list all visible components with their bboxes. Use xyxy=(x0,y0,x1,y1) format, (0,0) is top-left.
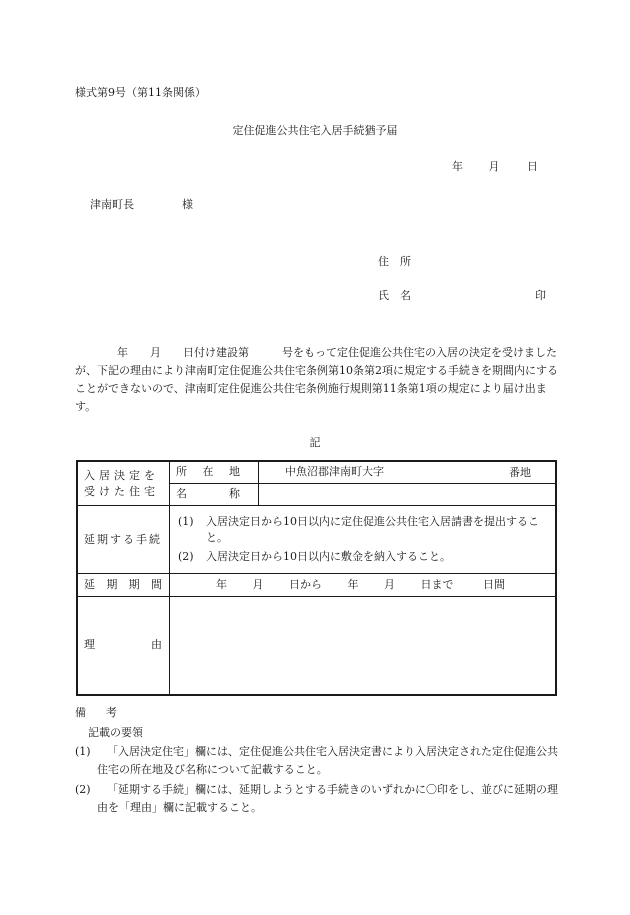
reason-field[interactable] xyxy=(170,596,557,695)
housing-label xyxy=(77,461,170,506)
applicant-name-label: 氏 名 xyxy=(378,289,411,302)
recipient xyxy=(90,198,193,212)
seal-mark: 印 xyxy=(535,289,546,302)
period-label: 延 期 期 間 xyxy=(77,574,170,596)
form-number: 様式第9号（第11条関係） xyxy=(75,86,206,99)
ki-heading: 記 xyxy=(309,436,321,449)
date-day: 日 xyxy=(527,160,538,173)
name-label: 名 称 xyxy=(170,483,259,505)
procedure-options[interactable] xyxy=(170,506,557,574)
notes-title: 備 考 xyxy=(75,706,117,719)
name-field[interactable] xyxy=(259,483,557,505)
applicant-address-label: 住 所 xyxy=(378,255,411,268)
location-label: 所 在 地 xyxy=(170,461,259,483)
note-item-2: (2) 「延期する手続」欄には、延期しようとする手続きのいずれかに〇印をし、並びに延期の理由を「理由」欄に記載すること。 xyxy=(75,783,558,814)
date-month: 月 xyxy=(488,160,500,173)
housing-label-line1: 入居決定を xyxy=(84,468,159,482)
location-value: 中魚沼郡津南町大字 xyxy=(285,465,384,479)
housing-label-line2: 受けた住宅 xyxy=(84,484,159,498)
recipient-honorific: 様 xyxy=(182,198,193,211)
note-item-1: (1) 「入居決定住宅」欄には、定住促進公共住宅入居決定書により入居決定された定住促進公共住宅の所在地及び名称について記載すること。 xyxy=(75,745,558,776)
date-year: 年 xyxy=(452,160,463,173)
location-field[interactable] xyxy=(259,461,557,483)
banchi-label: 番地 xyxy=(509,466,531,479)
form-table xyxy=(76,460,557,696)
period-field[interactable]: 年 月 日から 年 月 日まで 日間 xyxy=(170,574,557,596)
reason-label: 理 由 xyxy=(77,596,170,695)
applicant-name-line xyxy=(378,289,546,303)
notes-subtitle: 記載の要領 xyxy=(88,726,143,739)
procedure-item-2[interactable]: (2) 入居決定日から10日以内に敷金を納入すること。 xyxy=(178,550,451,564)
body-text: 年 月 日付け建設第 号をもって定住促進公共住宅の入居の決定を受けましたが、下記の理由により津南町定住促進公共住宅条例第10条第2項に規定する手続きを期間内にすることができないので、津南町定住促進公共住宅条例施行規則第11条第1項の規定により届け出ます。 xyxy=(75,346,558,413)
recipient-name: 津南町長 xyxy=(90,198,134,211)
procedure-item-1[interactable]: (1) 入居決定日から10日以内に定住促進公共住宅入居請書を提出すること。 xyxy=(178,515,539,545)
procedure-label: 延期する手続 xyxy=(77,506,170,574)
document-title: 定住促進公共住宅入居手続猶予届 xyxy=(232,124,398,137)
date-line xyxy=(452,160,538,174)
